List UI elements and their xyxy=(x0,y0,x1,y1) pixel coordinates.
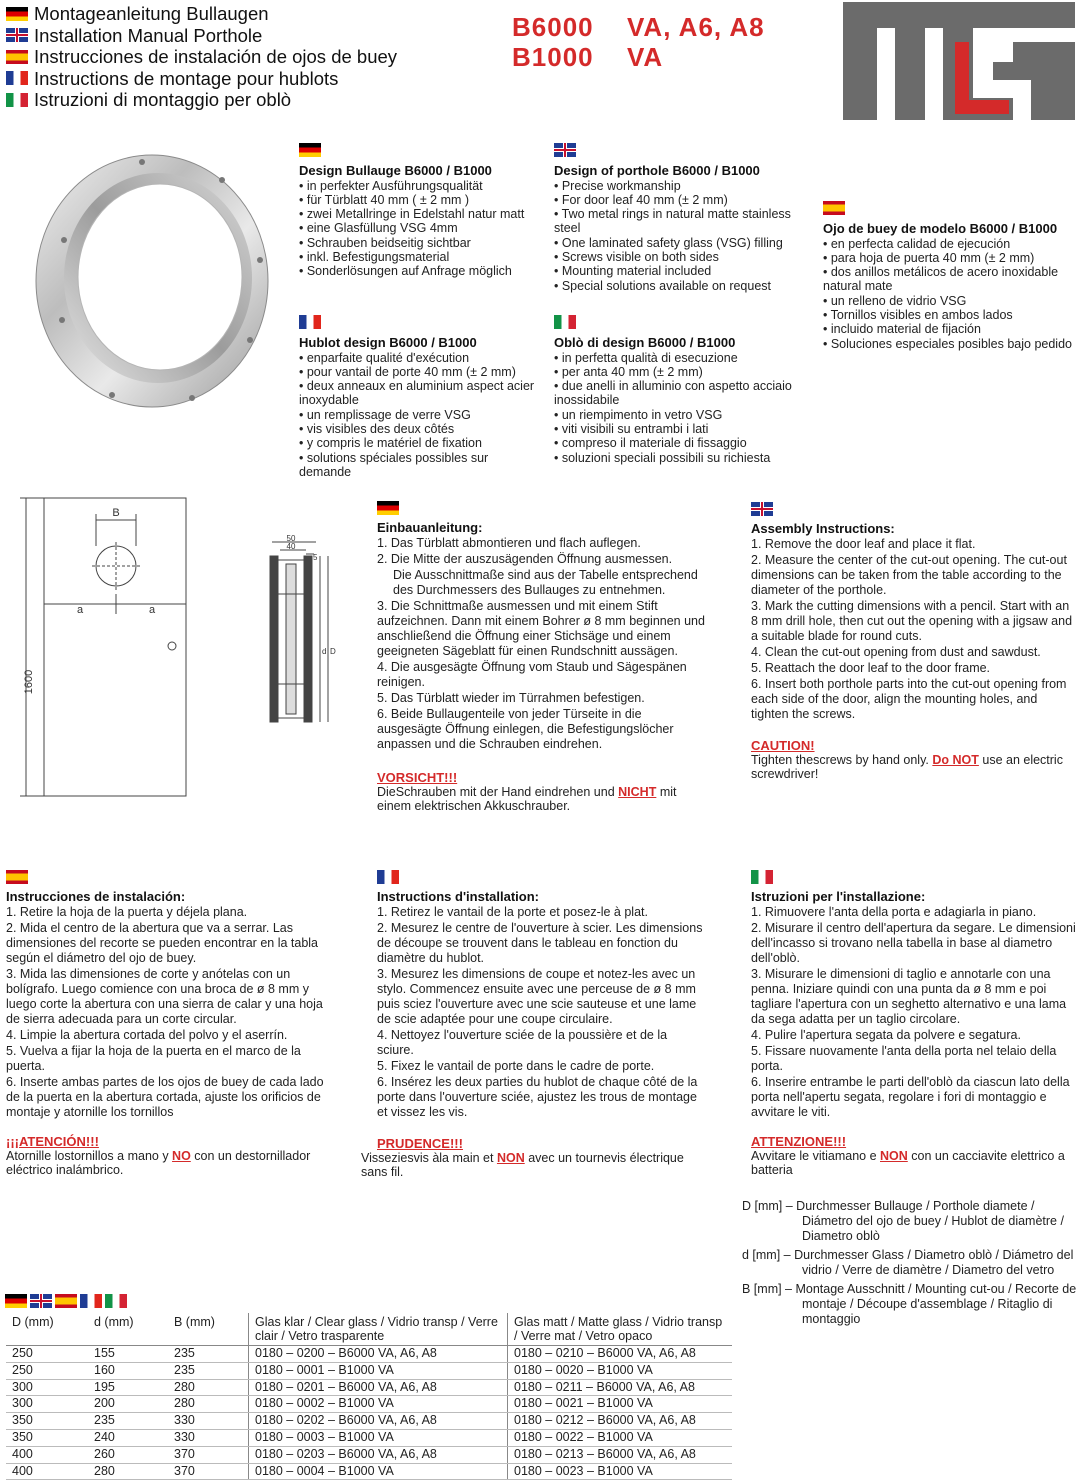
list-item: 5. Fixez le vantail de porte dans le cadre de porte. xyxy=(377,1058,655,1073)
table-cell: 0180 – 0023 – B1000 VA xyxy=(508,1463,733,1480)
list-item: • dos anillos metálicos de acero inoxidable natural mate xyxy=(823,265,1059,294)
german-flag-icon xyxy=(299,143,321,157)
install-it-title: Istruzioni per l'installazione: xyxy=(751,889,926,904)
label-D: D xyxy=(330,647,336,656)
list-item: • viti visibili su entrambi i lati xyxy=(554,421,709,436)
section-drawing xyxy=(256,534,346,724)
table-cell: 350 xyxy=(6,1429,88,1446)
list-item: 6. Inserire entrambe le parti dell'oblò da ciascun lato della porta nell'apertu segata, regolare i fori di montaggio e avvitare le viti. xyxy=(751,1074,1070,1119)
list-item: 4. Limpie la abertura cortada del polvo y el aserrín. xyxy=(6,1027,288,1042)
install-de-steps xyxy=(377,536,707,752)
list-item: • inkl. Befestigungsmaterial xyxy=(299,249,450,264)
list-item: 3. Mida las dimensiones de corte y anótelas con un bolígrafo. Luego comience con una broca de ø 8 mm y luego corte la abertura con una sierra de calar y una hoja de sierra adecuada para un corte circular. xyxy=(6,966,323,1026)
spanish-flag-icon xyxy=(6,870,28,884)
table-cell: 330 xyxy=(168,1413,249,1430)
label-50: 50 xyxy=(286,534,296,543)
table-cell: 240 xyxy=(88,1429,168,1446)
table-cell: 0180 – 0021 – B1000 VA xyxy=(508,1396,733,1413)
warning-en: Tighten thescrews by hand only. Do NOT use an electric screwdriver! xyxy=(751,752,1063,781)
legend-item: d [mm] – Durchmesser Glass / Diametro oblò / Diámetro del vidrio / Verre de diamètre / Diametro del vetro xyxy=(742,1248,1074,1277)
label-b: B xyxy=(112,507,120,519)
uk-flag-icon xyxy=(30,1294,52,1308)
caution-es: ¡¡¡ATENCIÓN!!! xyxy=(6,1133,99,1149)
list-item: • Precise workmanship xyxy=(554,178,681,193)
install-de-title: Einbauanleitung: xyxy=(377,520,483,535)
install-en-steps xyxy=(751,537,1076,722)
table-row xyxy=(6,1413,732,1430)
warning-fr: Visseziesvis àla main et NON avec un tournevis électrique sans fil. xyxy=(361,1150,684,1179)
legend-item: B [mm] – Montage Ausschnitt / Mounting cut-ou / Recorte de montaje / Découpe d'assemblage / Ritaglio di montaggio xyxy=(742,1282,1077,1326)
caution-de: VORSICHT!!! xyxy=(377,769,458,785)
list-item: • un remplissage de verre VSG xyxy=(299,407,471,422)
list-item: 5. Vuelva a fijar la hoja de la puerta en el marco de la puerta. xyxy=(6,1043,301,1073)
table-cell: 0180 – 0212 – B6000 VA, A6, A8 xyxy=(508,1413,733,1430)
title-en: Installation Manual Porthole xyxy=(6,25,397,47)
title-it: Istruzioni di montaggio per oblò xyxy=(6,89,397,111)
list-item: • vis visibles des deux côtés xyxy=(299,421,455,436)
install-es-title: Instrucciones de instalación: xyxy=(6,889,186,904)
table-cell: 350 xyxy=(6,1413,88,1430)
list-item: 2. Mesurez le centre de l'ouverture à scier. Les dimensions de découpe se trouvent dans le tableau en fonction du diamètre du hublot. xyxy=(377,920,703,965)
uk-flag-icon xyxy=(6,28,28,42)
french-flag-icon xyxy=(299,315,321,329)
list-item: • solutions spéciales possibles sur demande xyxy=(299,450,489,479)
list-item: 3. Mark the cutting dimensions with a pencil. Start with an 8 mm drill hole, then cut out the opening with a jigsaw and a suitable blade for round cuts. xyxy=(751,598,1073,643)
list-item: 1. Remove the door leaf and place it flat. xyxy=(751,536,976,551)
label-d: d xyxy=(322,647,327,656)
install-fr-title: Instructions d'installation: xyxy=(377,889,539,904)
table-flags xyxy=(5,1294,127,1308)
list-item: Die Ausschnittmaße sind aus der Tabelle entsprechend des Durchmessers des Bullauges zu entnehmen. xyxy=(393,567,698,597)
table-row xyxy=(6,1463,732,1480)
install-es-steps xyxy=(6,905,332,1120)
col-header: Glas klar / Clear glass / Vidrio transp / Verre clair / Vetro trasparente xyxy=(249,1313,508,1346)
label-5: 5 xyxy=(313,553,318,562)
table-cell: 260 xyxy=(88,1446,168,1463)
design-en xyxy=(554,141,804,293)
table-cell: 0180 – 0210 – B6000 VA, A6, A8 xyxy=(508,1346,733,1363)
uk-flag-icon xyxy=(554,143,576,157)
table-cell: 155 xyxy=(88,1346,168,1363)
table-cell: 0180 – 0004 – B1000 VA xyxy=(249,1463,508,1480)
table-cell: 300 xyxy=(6,1379,88,1396)
caution-it: ATTENZIONE!!! xyxy=(751,1133,847,1149)
table-cell: 250 xyxy=(6,1362,88,1379)
german-flag-icon xyxy=(377,501,399,515)
table-cell: 400 xyxy=(6,1446,88,1463)
list-item: 1. Retirez le vantail de la porte et posez-le à plat. xyxy=(377,904,648,919)
italian-flag-icon xyxy=(105,1294,127,1308)
col-header: d (mm) xyxy=(88,1313,168,1346)
install-en-title: Assembly Instructions: xyxy=(751,521,895,536)
list-item: • One laminated safety glass (VSG) filling xyxy=(554,235,783,250)
list-item: 5. Das Türblatt wieder im Türrahmen befestigen. xyxy=(377,690,645,705)
warning-de: DieSchrauben mit der Hand eindrehen und NICHT mit einem elektrischen Akkuschrauber. xyxy=(377,784,677,813)
caution-en: CAUTION! xyxy=(751,737,815,753)
italian-flag-icon xyxy=(554,315,576,329)
table-cell: 0180 – 0202 – B6000 VA, A6, A8 xyxy=(249,1413,508,1430)
table-cell: 235 xyxy=(168,1346,249,1363)
model-b1000: B1000 xyxy=(512,42,594,72)
caution-fr: PRUDENCE!!! xyxy=(377,1135,463,1151)
label-height: 1600 xyxy=(23,669,35,695)
list-item: • per anta 40 mm (± 2 mm) xyxy=(554,364,703,379)
list-item: • Screws visible on both sides xyxy=(554,249,719,264)
design-fr-list xyxy=(299,351,539,480)
design-fr-title: Hublot design B6000 / B1000 xyxy=(299,335,477,350)
design-en-title: Design of porthole B6000 / B1000 xyxy=(554,163,760,178)
list-item: • compreso il materiale di fissaggio xyxy=(554,436,747,451)
title-es: Instrucciones de instalación de ojos de buey xyxy=(6,46,397,68)
table-cell: 195 xyxy=(88,1379,168,1396)
col-header: Glas matt / Matte glass / Vidrio transp / Verre mat / Vetro opaco xyxy=(508,1313,733,1346)
table-row xyxy=(6,1346,732,1363)
list-item: • Special solutions available on request xyxy=(554,278,772,293)
table-cell: 0180 – 0001 – B1000 VA xyxy=(249,1362,508,1379)
list-item: 2. Misurare il centro dell'apertura da segare. Le dimensioni dell'incasso si trovano nella tabella in base al diametro dell'oblò. xyxy=(751,920,1076,965)
list-item: • un riempimento in vetro VSG xyxy=(554,407,723,422)
table-cell: 370 xyxy=(168,1463,249,1480)
spanish-flag-icon xyxy=(823,201,845,215)
list-item: 6. Inserte ambas partes de los ojos de buey de cada lado de la puerta en la abertura cortada, ajuste los orificios de montaje y atornille los tornillos xyxy=(6,1074,324,1119)
spanish-flag-icon xyxy=(6,50,28,64)
table-row xyxy=(6,1446,732,1463)
design-it-list xyxy=(554,351,804,465)
table-cell: 280 xyxy=(168,1379,249,1396)
list-item: 4. Pulire l'apertura segata da polvere e segatura. xyxy=(751,1027,1021,1042)
table-row xyxy=(6,1429,732,1446)
list-item: 1. Rimuovere l'anta della porta e adagiarla in piano. xyxy=(751,904,1037,919)
install-fr xyxy=(361,868,707,1180)
table-cell: 235 xyxy=(168,1362,249,1379)
variant-b6000: VA, A6, A8 xyxy=(627,12,765,42)
list-item: • Tornillos visibles en ambos lados xyxy=(823,307,1013,322)
install-it-steps xyxy=(751,905,1076,1120)
list-item: • für Türblatt 40 mm ( ± 2 mm ) xyxy=(299,192,470,207)
table-cell: 200 xyxy=(88,1396,168,1413)
design-es-list xyxy=(823,237,1075,351)
install-de xyxy=(377,499,707,814)
list-item: • Mounting material included xyxy=(554,264,712,279)
list-item: 3. Misurare le dimensioni di taglio e annotarle con una penna. Iniziare quindi con una punta da ø 8 mm e poi tagliare l'apertura con un seghetto alternativo e una lama da sega adatta per un taglio circolare. xyxy=(751,966,1067,1026)
label-40: 40 xyxy=(286,542,296,551)
table-cell: 370 xyxy=(168,1446,249,1463)
design-it-title: Oblò di design B6000 / B1000 xyxy=(554,335,736,350)
header-titles xyxy=(6,3,397,111)
design-de-list xyxy=(299,179,549,279)
table-cell: 0180 – 0200 – B6000 VA, A6, A8 xyxy=(249,1346,508,1363)
italian-flag-icon xyxy=(6,93,28,107)
list-item: 6. Insérez les deux parties du hublot de chaque côté de la porte dans l'ouverture sciée, ajustez les trous de montage et vissez les vis. xyxy=(377,1074,698,1119)
french-flag-icon xyxy=(80,1294,102,1308)
mls-logo xyxy=(843,2,1075,120)
list-item: • incluido material de fijación xyxy=(823,322,981,337)
table-cell: 0180 – 0003 – B1000 VA xyxy=(249,1429,508,1446)
table-header-row xyxy=(6,1313,732,1346)
spec-table xyxy=(6,1313,732,1480)
french-flag-icon xyxy=(377,870,399,884)
list-item: • zwei Metallringe in Edelstahl natur matt xyxy=(299,207,525,222)
list-item: 2. Measure the center of the cut-out opening. The cut-out dimensions can be taken from the table according to the diameter of the porthole. xyxy=(751,552,1067,597)
label-a: a xyxy=(148,604,156,616)
list-item: 6. Beide Bullaugenteile von jeder Türseite in die ausgesägte Öffnung einlegen, die Befestigungslöcher anpassen und die Schrauben eindrehen. xyxy=(377,706,674,751)
list-item: • pour vantail de porte 40 mm (± 2 mm) xyxy=(299,364,516,379)
list-item: • in perfekter Ausführungsqualität xyxy=(299,178,483,193)
install-fr-steps xyxy=(377,905,707,1120)
list-item: • en perfecta calidad de ejecución xyxy=(823,236,1011,251)
design-es-title: Ojo de buey de modelo B6000 / B1000 xyxy=(823,221,1058,236)
door-drawing xyxy=(14,496,194,800)
table-cell: 0180 – 0213 – B6000 VA, A6, A8 xyxy=(508,1446,733,1463)
spanish-flag-icon xyxy=(55,1294,77,1308)
list-item: • enparfaite qualité d'exécution xyxy=(299,350,470,365)
porthole-image xyxy=(22,150,277,412)
french-flag-icon xyxy=(6,71,28,85)
design-de xyxy=(299,141,549,279)
table-cell: 400 xyxy=(6,1463,88,1480)
table-row xyxy=(6,1379,732,1396)
list-item: 2. Mida el centro de la abertura que va a serrar. Las dimensiones del recorte se pueden encontrar en la tabla según el diámetro del ojo de buey. xyxy=(6,920,319,965)
table-cell: 300 xyxy=(6,1396,88,1413)
install-it xyxy=(751,868,1076,1178)
list-item: 5. Fissare nuovamente l'anta della porta nel telaio della porta. xyxy=(751,1043,1057,1073)
table-cell: 330 xyxy=(168,1429,249,1446)
install-es xyxy=(6,868,332,1178)
german-flag-icon xyxy=(5,1294,27,1308)
uk-flag-icon xyxy=(751,502,773,516)
list-item: 4. Die ausgesägte Öffnung vom Staub und Sägespänen reinigen. xyxy=(377,659,687,689)
model-b6000: B6000 xyxy=(512,12,594,42)
list-item: 1. Das Türblatt abmontieren und flach auflegen. xyxy=(377,535,641,550)
table-cell: 280 xyxy=(168,1396,249,1413)
list-item: • para hoja de puerta 40 mm (± 2 mm) xyxy=(823,250,1035,265)
list-item: • y compris le matériel de fixation xyxy=(299,436,482,451)
table-cell: 250 xyxy=(6,1346,88,1363)
col-header: B (mm) xyxy=(168,1313,249,1346)
list-item: 3. Mesurez les dimensions de coupe et notez-les avec un stylo. Commencez ensuite avec une perceuse de ø 8 mm puis sciez l'ouverture avec une scie sauteuse et une lame de scie adaptée pour une coupe circulaire. xyxy=(377,966,697,1026)
dimension-legend xyxy=(742,1199,1078,1331)
list-item: • Two metal rings in natural matte stainless steel xyxy=(554,207,791,236)
label-a: a xyxy=(76,604,84,616)
table-row xyxy=(6,1362,732,1379)
german-flag-icon xyxy=(6,7,28,21)
table-cell: 0180 – 0020 – B1000 VA xyxy=(508,1362,733,1379)
warning-it: Avvitare le vitiamano e NON con un cacciavite elettrico a batteria xyxy=(751,1148,1065,1177)
table-cell: 0180 – 0201 – B6000 VA, A6, A8 xyxy=(249,1379,508,1396)
design-es xyxy=(823,199,1075,351)
list-item: • due anelli in alluminio con aspetto acciaio inossidabile xyxy=(554,379,792,408)
table-cell: 0180 – 0203 – B6000 VA, A6, A8 xyxy=(249,1446,508,1463)
list-item: 6. Insert both porthole parts into the cut-out opening from each side of the door, align the mounting holes, and tighten the screws. xyxy=(751,676,1067,721)
design-it xyxy=(554,313,804,465)
table-cell: 280 xyxy=(88,1463,168,1480)
design-fr xyxy=(299,313,539,479)
list-item: • Soluciones especiales posibles bajo pedido xyxy=(823,336,1072,351)
list-item: 5. Reattach the door leaf to the door frame. xyxy=(751,660,991,675)
list-item: 4. Nettoyez l'ouverture sciée de la poussière et de la sciure. xyxy=(377,1027,668,1057)
warning-es: Atornille lostornillos a mano y NO con un destornillador eléctrico inalámbrico. xyxy=(6,1148,311,1177)
title-de: Montageanleitung Bullaugen xyxy=(6,3,397,25)
list-item: 4. Clean the cut-out opening from dust and sawdust. xyxy=(751,644,1041,659)
variant-b1000: VA xyxy=(627,42,664,72)
list-item: • in perfetta qualità di esecuzione xyxy=(554,350,738,365)
table-cell: 160 xyxy=(88,1362,168,1379)
list-item: • Schrauben beidseitig sichtbar xyxy=(299,235,471,250)
list-item: • deux anneaux en aluminium aspect acier inoxydable xyxy=(299,379,535,408)
table-cell: 235 xyxy=(88,1413,168,1430)
list-item: • For door leaf 40 mm (± 2 mm) xyxy=(554,192,728,207)
list-item: • Sonderlösungen auf Anfrage möglich xyxy=(299,264,512,279)
col-header: D (mm) xyxy=(6,1313,88,1346)
title-fr: Instructions de montage pour hublots xyxy=(6,68,397,90)
design-en-list xyxy=(554,179,804,293)
list-item: 3. Die Schnittmaße ausmessen und mit einem Stift aufzeichnen. Dann mit einem Bohrer ø 8 mm beginnen und anschließend die Öffnung einer Stichsäge und einem geeigneten Sägeblatt für einen Rundschnitt aussägen. xyxy=(377,598,705,658)
table-cell: 0180 – 0002 – B1000 VA xyxy=(249,1396,508,1413)
table-row xyxy=(6,1396,732,1413)
legend-item: D [mm] – Durchmesser Bullauge / Porthole diamete / Diámetro del ojo de buey / Hublot de diamètre / Diametro oblò xyxy=(742,1199,1064,1243)
list-item: • soluzioni speciali possibili su richiesta xyxy=(554,450,771,465)
list-item: 2. Die Mitte der auszusägenden Öffnung ausmessen. xyxy=(377,551,673,566)
list-item: • eine Glasfüllung VSG 4mm xyxy=(299,221,458,236)
list-item: • un relleno de vidrio VSG xyxy=(823,293,967,308)
table-cell: 0180 – 0211 – B6000 VA, A6, A8 xyxy=(508,1379,733,1396)
italian-flag-icon xyxy=(751,870,773,884)
table-cell: 0180 – 0022 – B1000 VA xyxy=(508,1429,733,1446)
design-de-title: Design Bullauge B6000 / B1000 xyxy=(299,163,492,178)
install-en xyxy=(751,500,1076,782)
list-item: 1. Retire la hoja de la puerta y déjela plana. xyxy=(6,904,248,919)
